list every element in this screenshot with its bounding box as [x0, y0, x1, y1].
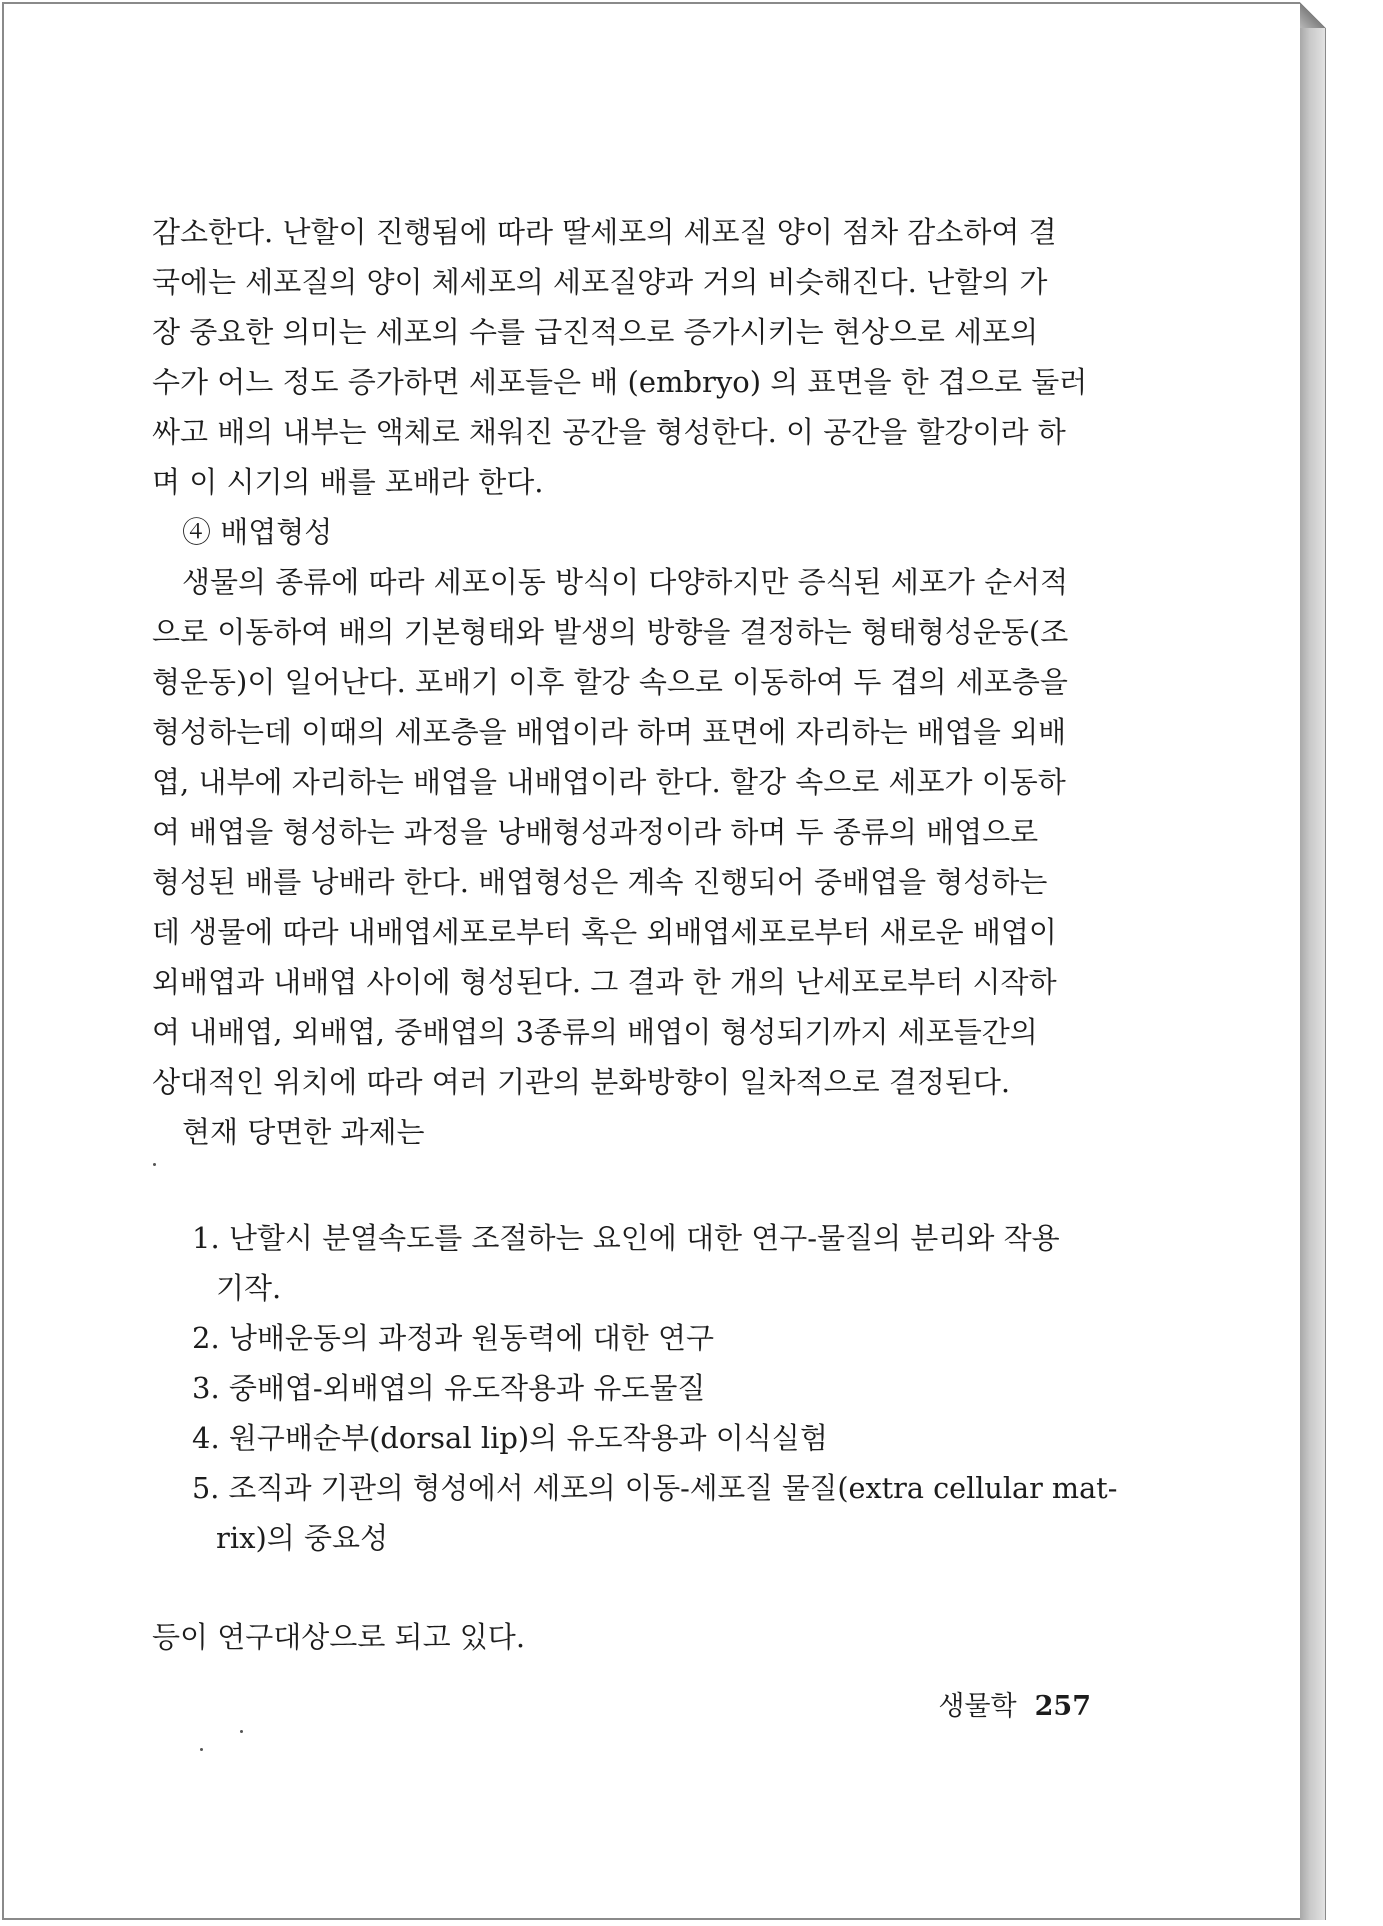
- list-item: [192, 1463, 1117, 1563]
- list-item: [192, 1313, 1117, 1363]
- scan-speck: [153, 1163, 156, 1166]
- list-item: [192, 1413, 1117, 1463]
- intro-line: 현재 당면한 과제는: [182, 1115, 425, 1149]
- page-footer: [938, 1682, 1091, 1732]
- text-line: 수가 어느 정도 증가하면 세포들은 배 (embryo) 의 표면을 한 겹으로 둘러: [152, 365, 1088, 399]
- text-line: 으로 이동하여 배의 기본형태와 발생의 방향을 결정하는 형태형성운동(조: [152, 615, 1069, 649]
- text-line: 형성하는데 이때의 세포층을 배엽이라 하며 표면에 자리하는 배엽을 외배: [152, 715, 1067, 749]
- list-item-text: 2. 낭배운동의 과정과 원동력에 대한 연구: [192, 1321, 714, 1355]
- text-line: 며 이 시기의 배를 포배라 한다.: [152, 465, 544, 499]
- list-item-text: 1. 난할시 분열속도를 조절하는 요인에 대한 연구-물질의 분리와 작용: [192, 1221, 1060, 1255]
- scan-speck: [200, 1748, 203, 1751]
- list-item-text: 3. 중배엽-외배엽의 유도작용과 유도물질: [192, 1371, 706, 1405]
- list-item: [192, 1213, 1117, 1313]
- text-line: 장 중요한 의미는 세포의 수를 급진적으로 증가시키는 현상으로 세포의: [152, 315, 1039, 349]
- text-line: 생물의 종류에 따라 세포이동 방식이 다양하지만 증식된 세포가 순서적: [182, 565, 1069, 599]
- text-line: 감소한다. 난할이 진행됨에 따라 딸세포의 세포질 양이 점차 감소하여 결: [152, 215, 1057, 249]
- research-topics-list: [192, 1213, 1117, 1563]
- text-line: 여 배엽을 형성하는 과정을 낭배형성과정이라 하며 두 종류의 배엽으로: [152, 815, 1039, 849]
- list-item: [192, 1363, 1117, 1413]
- list-item-continuation: rix)의 중요성: [216, 1521, 389, 1555]
- page-number: 257: [1034, 1691, 1091, 1722]
- scan-speck: [240, 1730, 243, 1733]
- text-line: 데 생물에 따라 내배엽세포로부터 혹은 외배엽세포로부터 새로운 배엽이: [152, 915, 1057, 949]
- list-item-text: 4. 원구배순부(dorsal lip)의 유도작용과 이식실험: [192, 1421, 828, 1455]
- text-line: 형성된 배를 낭배라 한다. 배엽형성은 계속 진행되어 중배엽을 형성하는: [152, 865, 1048, 899]
- section-heading: ④ 배엽형성: [182, 515, 333, 549]
- text-line: 싸고 배의 내부는 액체로 채워진 공간을 형성한다. 이 공간을 할강이라 하: [152, 415, 1066, 449]
- text-line: 형운동)이 일어난다. 포배기 이후 할강 속으로 이동하여 두 겹의 세포층을: [152, 665, 1068, 699]
- list-item-text: 5. 조직과 기관의 형성에서 세포의 이동-세포질 물질(extra cellular mat-: [192, 1471, 1118, 1505]
- text-line: 엽, 내부에 자리하는 배엽을 내배엽이라 한다. 할강 속으로 세포가 이동하: [152, 765, 1066, 799]
- text-line: 상대적인 위치에 따라 여러 기관의 분화방향이 일차적으로 결정된다.: [152, 1065, 1011, 1099]
- paragraph-cleavage: [152, 207, 1117, 1157]
- text-line: 외배엽과 내배엽 사이에 형성된다. 그 결과 한 개의 난세포로부터 시작하: [152, 965, 1057, 999]
- page-corner-fold: [1300, 2, 1326, 28]
- closing-sentence: 등이 연구대상으로 되고 있다.: [152, 1620, 526, 1654]
- text-line: 여 내배엽, 외배엽, 중배엽의 3종류의 배엽이 형성되기까지 세포들간의: [152, 1015, 1038, 1049]
- footer-label: 생물학: [938, 1691, 1017, 1722]
- text-line: 국에는 세포질의 양이 체세포의 세포질양과 거의 비슷해진다. 난할의 가: [152, 265, 1048, 299]
- page-edge-shadow: [1300, 2, 1326, 1920]
- list-item-continuation: 기작.: [216, 1271, 282, 1305]
